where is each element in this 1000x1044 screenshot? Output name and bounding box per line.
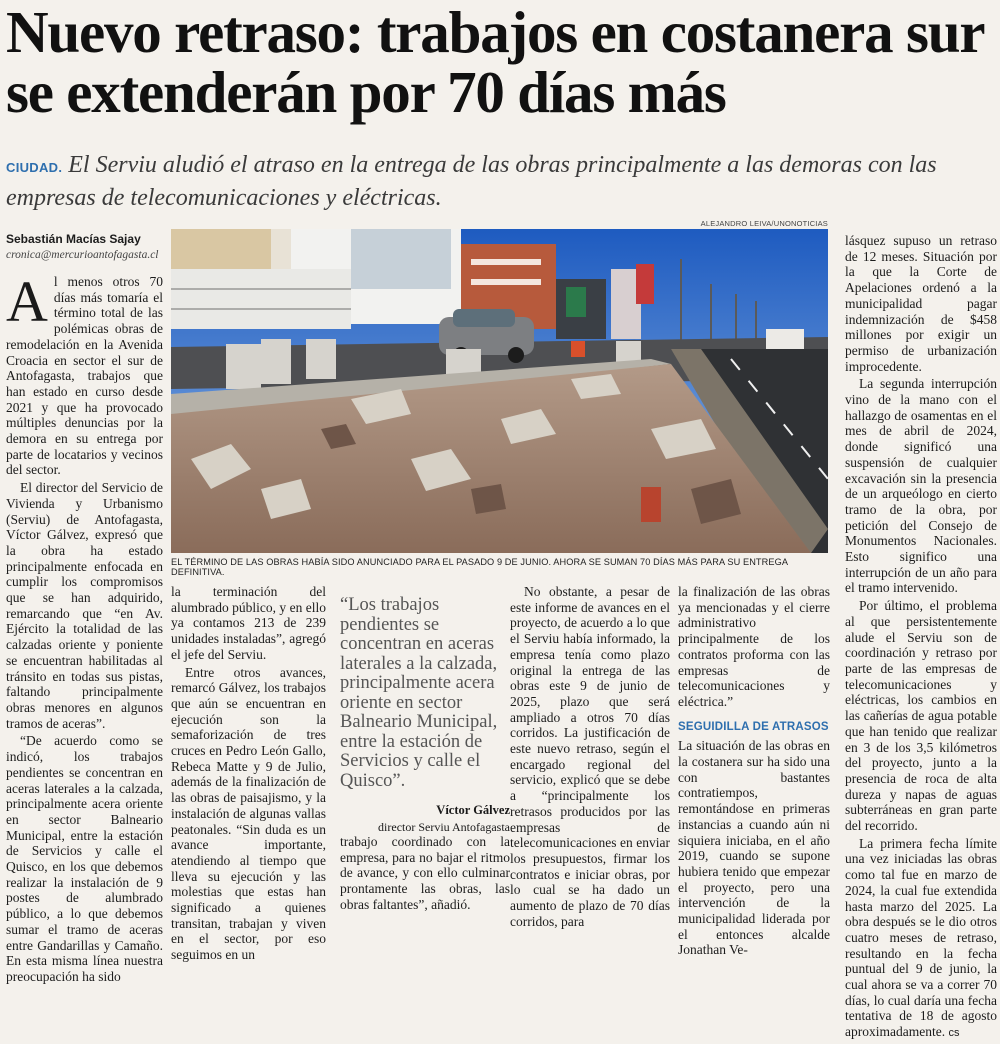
- subheading: SEGUIDILLA DE ATRASOS: [678, 720, 829, 733]
- column-4: [510, 584, 670, 931]
- paragraph: Por último, el problema al que persistentemente alude el Serviu son de coordinación y retraso por parte de las empresas de telecomunicaciones y eléctricas, los cambios en las cañerías de agua potable que han tenido que realizar en 3 de los 3,5 kilómetros del proyecto, junto a la presencia de roca de alta dureza y napas de aguas subterráneas en gran parte del recorrido.: [845, 598, 997, 834]
- byline: [6, 232, 166, 261]
- pull-quote: [340, 596, 510, 835]
- paragraph: “De acuerdo como se indicó, los trabajos pendientes se concentran en aceras laterales a la calzada, principalmente acera oriente en sector Balneario Municipal, entre la estación de Servicios y calle el Quisco, en los que debemos realizar la instalación de 9 postes de alumbrado público, a lo que debemos sumar el tramo de aceras entre Gandarillas y Camaño. En esta misma línea nuestra preocupación ha sido: [6, 733, 163, 984]
- paragraph: la finalización de las obras ya mencionadas y el cierre administrativo principalmente de los contratos proforma con las empresas de telecomunicaciones y eléctrica.”: [678, 584, 830, 709]
- paragraph: [6, 269, 163, 478]
- paragraph: Entre otros avances, remarcó Gálvez, los trabajos que aún se encuentran en ejecución son la semaforización de tres cruces en Pedro León Gallo, Rebeca Matte y 9 de Julio, además de la finalización de las obras de paisajismo, y la instalación de algunas vallas peatonales. “Sin duda es un avance importante, atendiendo al tiempo que lleva su ejecución y las molestias que estas han significado a quienes transitan, trabajan y viven en el sector, por eso seguimos en un: [171, 664, 326, 963]
- paragraph: trabajo coordinado con la empresa, para no bajar el ritmo de avance, y con ello culminar prontamente las obras, las obras faltantes”, añadió.: [340, 834, 510, 912]
- article-photo: [171, 229, 828, 553]
- column-1: [6, 269, 163, 987]
- column-3: [340, 834, 510, 915]
- paragraph: No obstante, a pesar de este informe de avances en el proyecto, de acuerdo a lo que el Serviu había informado, la empresa tenía como plazo original la entrega de las obras este 9 de junio de 2025, plazo que será ampliado a otros 70 días corridos. La justificación de este nuevo retraso, según el encargado regional del servicio, explicó que se debe a “principalmente los retrasos producidos por las empresas de telecomunicaciones en enviar los presupuestos, firmar los contratos e iniciar obras, por lo cual se ha dado un aumento de plazo de 70 días corridos, para: [510, 584, 670, 929]
- column-6: [845, 233, 997, 1044]
- headline: Nuevo retraso: trabajos en costanera sur se extenderán por 70 días más: [6, 0, 984, 125]
- pull-quote-text: “Los trabajos pendientes se concentran en aceras laterales a la calzada, principalmente acera oriente en sector Balneario Municipal, entre la estación de Servicios y calle el Quisco”.: [340, 595, 498, 791]
- photo-caption: EL TÉRMINO DE LAS OBRAS HABÍA SIDO ANUNCIADO PARA EL PASADO 9 DE JUNIO. AHORA SE SUMAN 70 DÍAS MÁS PARA SU ENTREGA DEFINITIVA.: [171, 557, 788, 577]
- photo-credit: ALEJANDRO LEIVA/UNONOTICIAS: [700, 219, 828, 228]
- pull-quote-role: director Serviu Antofagasta: [378, 820, 510, 834]
- end-mark: cs: [948, 1027, 960, 1040]
- paragraph: La situación de las obras en la costanera sur ha sido una con bastantes contratiempos, remontándose en primeras instancias a cuando aún ni siquiera iniciaba, en el año 2019, cuando se supone hubiera tenido que empezar el proyecto, pero una intervención de la municipalidad liderada por el entonces alcalde Jonathan Ve-: [678, 738, 830, 958]
- column-2: [171, 584, 326, 965]
- paragraph-text: La primera fecha límite una vez iniciadas las obras como tal fue en marzo de 2024, la cual fue extendida hasta marzo del 2025. La obra después se le dio otros cuatro meses de retraso, resultando en la fecha puntual del 9 de junio, la cual ahora se va a correr 70 días, lo cual daría una fecha tentativa de 18 de agosto aproximadamente.: [845, 835, 997, 1040]
- deck-text: El Serviu aludió el atraso en la entrega de las obras principalmente a las demoras con las empresas de telecomunicaciones y eléctricas.: [6, 152, 937, 211]
- deck: [6, 150, 998, 213]
- paragraph: El director del Servicio de Vivienda y Urbanismo (Serviu) de Antofagasta, Víctor Gálvez, expresó que la obra ha estado principalmente enfocada en cumplir los compromisos que se han adquirido, remarcando que “en Av. Ejército la totalidad de las calzadas oriente y poniente se encuentran habilitadas al tránsito en todas sus pistas, faltando principalmente obras menores en algunos tramos de aceras”.: [6, 480, 163, 731]
- paragraph-text: l menos otros 70 días más tomaría el término total de las polémicas obras de remodelación en la Avenida Croacia en sector el sur de Antofagasta, trabajos que han estado en curso desde 2021 y que ha provocado múltiples denuncias por la demora en su entrega por parte de locatarios y vecinos del sector.: [6, 274, 163, 478]
- author-name: Sebastián Macías Sajay: [6, 232, 141, 246]
- street-construction-photo: [171, 229, 828, 553]
- section-label: CIUDAD.: [6, 160, 63, 175]
- paragraph: [845, 836, 997, 1042]
- paragraph: lásquez supuso un retraso de 12 meses. Situación por la que la Corte de Apelaciones ordenó a la municipalidad pagar indemnización de $458 millones por exigir un permiso de urbanización improcedente.: [845, 233, 997, 374]
- dropcap: A: [6, 269, 48, 334]
- column-5: [678, 584, 830, 960]
- paragraph: la terminación del alumbrado público, y en ello ya contamos 213 de 239 unidades instaladas”, agregó el jefe del Serviu.: [171, 584, 326, 662]
- author-email[interactable]: cronica@mercurioantofagasta.cl: [6, 249, 159, 261]
- paragraph: La segunda interrupción vino de la mano con el hallazgo de osamentas en el mes de abril de 2024, donde significó una suspensión de cualquier excavación sin la presencia de un arqueólogo en cierto tramo de la obra, por petición del Consejo de Monumentos Nacionales. Esto significo una interrupción de un año para el tramo intervenido.: [845, 376, 997, 596]
- pull-quote-name: Víctor Gálvez: [436, 803, 510, 817]
